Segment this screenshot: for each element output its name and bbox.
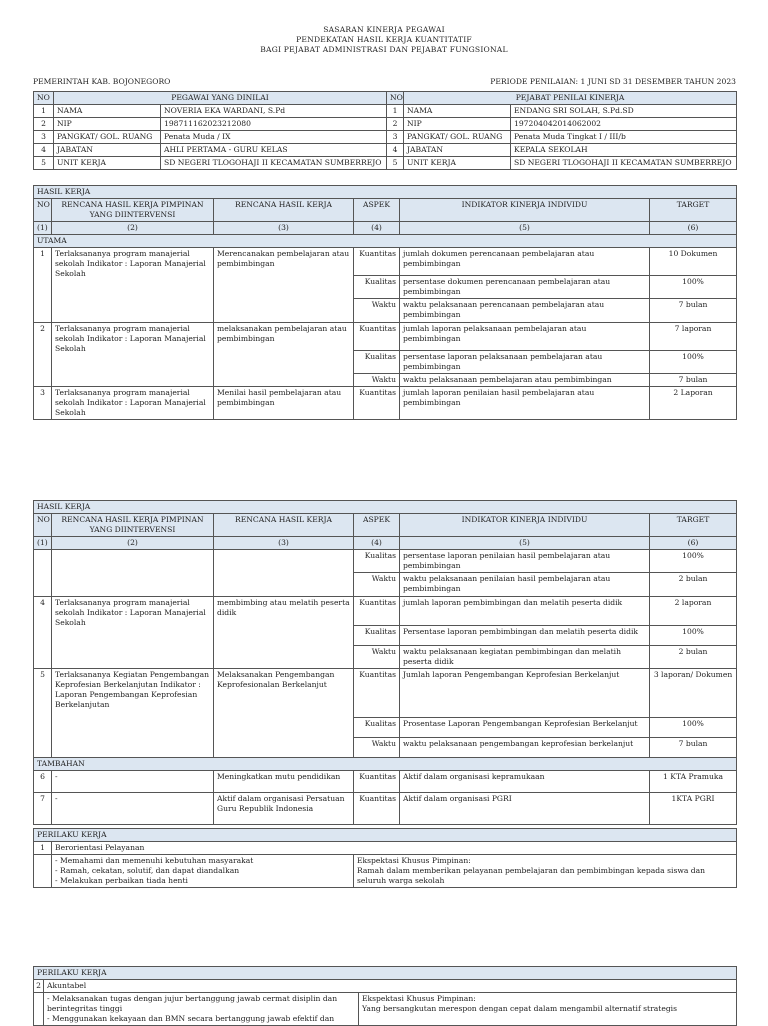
ekspektasi-label-1: Ekspektasi Khusus Pimpinan: (357, 856, 471, 865)
identity-row (34, 118, 737, 131)
column-header: INDIKATOR KINERJA INDIVIDU (400, 514, 650, 537)
agency-label: PEMERINTAH KAB. BOJONEGORO (33, 77, 171, 86)
utama-label: UTAMA (34, 235, 737, 248)
target: 2 bulan (650, 573, 737, 597)
identity-row (34, 131, 737, 144)
column-number: (3) (214, 222, 354, 235)
doc-subtitle: PENDEKATAN HASIL KERJA KUANTITATIF (296, 35, 472, 44)
rhk-pimpinan: Terlaksananya program manajerial sekolah Indikator : Laporan Manajerial Sekolah (52, 387, 214, 420)
target: 100% (650, 550, 737, 573)
aspek: Kuantitas (354, 248, 400, 276)
rhk-pimpinan (52, 550, 214, 597)
rhk: Merencanakan pembelajaran atau pembimbingan (214, 248, 354, 323)
indikator: persentase laporan penilaian hasil pembelajaran atau pembimbingan (400, 550, 650, 573)
indikator: persentase laporan pelaksanaan pembelajaran atau pembimbingan (400, 351, 650, 374)
target: 7 bulan (650, 299, 737, 323)
column-number: (6) (650, 537, 737, 550)
indikator: jumlah dokumen perencanaan pembelajaran atau pembimbingan (400, 248, 650, 276)
indikator: Prosentase Laporan Pengembangan Keprofesian Berkelanjut (400, 718, 650, 738)
perilaku-item: - Melakukan perbaikan tiada henti (55, 876, 188, 885)
column-number: (5) (400, 222, 650, 235)
target: 7 bulan (650, 738, 737, 758)
table-row (34, 793, 737, 825)
target: 100% (650, 276, 737, 299)
perilaku-title-1: PERILAKU KERJA (34, 829, 737, 842)
perilaku-items-2 (44, 993, 359, 1026)
rhk-pimpinan: Terlaksananya Kegiatan Pengembangan Keprofesian Berkelanjutan Indikator : Laporan Pengembangan Keprofesian Berkelanjutan (52, 669, 214, 758)
table-row (34, 323, 737, 351)
rhk: Aktif dalam organisasi Persatuan Guru Republik Indonesia (214, 793, 354, 825)
identity-no-2: 3 (387, 131, 404, 144)
hasil-title: HASIL KERJA (34, 186, 737, 199)
column-header: ASPEK (354, 514, 400, 537)
indikator: Jumlah laporan Pengembangan Keprofesian Berkelanjut (400, 669, 650, 718)
aspek: Waktu (354, 374, 400, 387)
aspek: Kuantitas (354, 771, 400, 793)
identity-label: JABATAN (54, 144, 161, 157)
perilaku-item: - Memahami dan memenuhi kebutuhan masyarakat (55, 856, 254, 865)
perilaku-ekspektasi-1 (354, 855, 737, 888)
identity-no: 4 (34, 144, 54, 157)
identity-label: NIP (54, 118, 161, 131)
column-number: (1) (34, 537, 52, 550)
row-no (34, 550, 52, 597)
aspek: Kuantitas (354, 669, 400, 718)
rhk-pimpinan: Terlaksananya program manajerial sekolah Indikator : Laporan Manajerial Sekolah (52, 323, 214, 387)
indikator: Persentase laporan pembimbingan dan melatih peserta didik (400, 626, 650, 646)
identity-no-2: 5 (387, 157, 404, 170)
row-no: 7 (34, 793, 52, 825)
table-row (34, 669, 737, 718)
column-header: RENCANA HASIL KERJA (214, 199, 354, 222)
indikator: waktu pelaksanaan pembelajaran atau pembimbingan (400, 374, 650, 387)
rhk (214, 550, 354, 597)
column-number: (2) (52, 537, 214, 550)
column-number: (6) (650, 222, 737, 235)
identity-table (33, 91, 737, 170)
perilaku-items-1 (52, 855, 354, 888)
aspek: Waktu (354, 573, 400, 597)
identity-label-2: PANGKAT/ GOL. RUANG (404, 131, 511, 144)
rhk: membimbing atau melatih peserta didik (214, 597, 354, 669)
perilaku-name-1: Berorientasi Pelayanan (52, 842, 737, 855)
rhk: melaksanakan pembelajaran atau pembimbingan (214, 323, 354, 387)
col-no: NO (34, 92, 54, 105)
perilaku-ekspektasi-2 (359, 993, 737, 1026)
perilaku-no-2: 2 (34, 980, 44, 993)
target: 7 bulan (650, 374, 737, 387)
aspek: Waktu (354, 646, 400, 669)
identity-label: UNIT KERJA (54, 157, 161, 170)
identity-label: NAMA (54, 105, 161, 118)
table-row (34, 550, 737, 573)
aspek: Kualitas (354, 718, 400, 738)
indikator: jumlah laporan pembimbingan dan melatih peserta didik (400, 597, 650, 626)
target: 10 Dokumen (650, 248, 737, 276)
identity-value-2: KEPALA SEKOLAH (511, 144, 737, 157)
identity-value-2: SD NEGERI TLOGOHAJI II KECAMATAN SUMBERREJO (511, 157, 737, 170)
identity-label-2: JABATAN (404, 144, 511, 157)
aspek: Kuantitas (354, 793, 400, 825)
aspek: Kuantitas (354, 597, 400, 626)
row-no: 2 (34, 323, 52, 387)
indikator: persentase dokumen perencanaan pembelajaran atau pembimbingan (400, 276, 650, 299)
identity-no: 2 (34, 118, 54, 131)
identity-no-2: 4 (387, 144, 404, 157)
identity-no: 5 (34, 157, 54, 170)
identity-value: NOVERIA EKA WARDANI, S.Pd (161, 105, 387, 118)
doc-subtitle-2: BAGI PEJABAT ADMINISTRASI DAN PEJABAT FUNGSIONAL (260, 45, 508, 54)
target: 2 bulan (650, 646, 737, 669)
column-number: (4) (354, 222, 400, 235)
identity-no-2: 2 (387, 118, 404, 131)
ekspektasi-text-2: Yang bersangkutan merespon dengan cepat dalam mengambil alternatif strategis (362, 1004, 678, 1013)
column-number: (5) (400, 537, 650, 550)
indikator: waktu pelaksanaan perencanaan pembelajaran atau pembimbingan (400, 299, 650, 323)
identity-label-2: UNIT KERJA (404, 157, 511, 170)
indikator: jumlah laporan pelaksanaan pembelajaran atau pembimbingan (400, 323, 650, 351)
aspek: Kuantitas (354, 323, 400, 351)
identity-value-2: 197204042014062002 (511, 118, 737, 131)
column-header: RENCANA HASIL KERJA PIMPINAN YANG DIINTERVENSI (52, 199, 214, 222)
aspek: Kualitas (354, 550, 400, 573)
perilaku-name-2: Akuntabel (44, 980, 737, 993)
indikator: waktu pelaksanaan pengembangan keprofesian berkelanjut (400, 738, 650, 758)
column-header: RENCANA HASIL KERJA PIMPINAN YANG DIINTERVENSI (52, 514, 214, 537)
target: 100% (650, 626, 737, 646)
column-header: TARGET (650, 514, 737, 537)
table-row (34, 771, 737, 793)
aspek: Kualitas (354, 276, 400, 299)
row-no: 4 (34, 597, 52, 669)
target: 1KTA PGRI (650, 793, 737, 825)
target: 100% (650, 351, 737, 374)
identity-value: AHLI PERTAMA - GURU KELAS (161, 144, 387, 157)
rhk-pimpinan: Terlaksananya program manajerial sekolah Indikator : Laporan Manajerial Sekolah (52, 248, 214, 323)
identity-value-2: ENDANG SRI SOLAH, S.Pd.SD (511, 105, 737, 118)
column-number: (2) (52, 222, 214, 235)
row-no: 1 (34, 248, 52, 323)
hasil-title-2: HASIL KERJA (34, 501, 737, 514)
ekspektasi-text-1: Ramah dalam memberikan pelayanan pembelajaran dan pembimbingan kepada siswa dan seluruh warga sekolah (357, 866, 706, 885)
target: 3 laporan/ Dokumen (650, 669, 737, 718)
identity-label-2: NAMA (404, 105, 511, 118)
row-no: 6 (34, 771, 52, 793)
row-no: 5 (34, 669, 52, 758)
hasil-kerja-table-2 (33, 500, 737, 888)
target: 7 laporan (650, 323, 737, 351)
target: 2 laporan (650, 597, 737, 626)
identity-value: Penata Muda / IX (161, 131, 387, 144)
col-no-2: NO (387, 92, 404, 105)
identity-no: 3 (34, 131, 54, 144)
identity-label-2: NIP (404, 118, 511, 131)
perilaku-item: - Melaksanakan tugas dengan jujur bertanggung jawab cermat disiplin dan berintegritas tinggi (47, 994, 338, 1013)
column-number: (3) (214, 537, 354, 550)
target: 2 Laporan (650, 387, 737, 420)
penilai-title: PEJABAT PENILAI KINERJA (404, 92, 737, 105)
perilaku-table-2 (33, 966, 737, 1026)
row-no: 3 (34, 387, 52, 420)
perilaku-item: - Menggunakan kekayaan dan BMN secara bertanggung jawab efektif dan (47, 1014, 335, 1023)
table-row (34, 248, 737, 276)
aspek: Kuantitas (354, 387, 400, 420)
target: 1 KTA Pramuka (650, 771, 737, 793)
column-header: TARGET (650, 199, 737, 222)
column-number: (1) (34, 222, 52, 235)
indikator: jumlah laporan penilaian hasil pembelajaran atau pembimbingan (400, 387, 650, 420)
doc-title: SASARAN KINERJA PEGAWAI (323, 25, 445, 34)
tambahan-label: TAMBAHAN (34, 758, 737, 771)
aspek: Waktu (354, 299, 400, 323)
aspek: Waktu (354, 738, 400, 758)
indikator: waktu pelaksanaan penilaian hasil pembelajaran atau pembimbingan (400, 573, 650, 597)
identity-no: 1 (34, 105, 54, 118)
identity-label: PANGKAT/ GOL. RUANG (54, 131, 161, 144)
identity-row (34, 157, 737, 170)
indikator: Aktif dalam organisasi kepramukaan (400, 771, 650, 793)
rhk-pimpinan: - (52, 771, 214, 793)
rhk: Melaksanakan Pengembangan Keprofesionalan Berkelanjut (214, 669, 354, 758)
identity-value: 198711162023212080 (161, 118, 387, 131)
column-header: NO (34, 199, 52, 222)
period-label: PERIODE PENILAIAN: 1 JUNI SD 31 DESEMBER TAHUN 2023 (490, 77, 736, 86)
perilaku-item: - Ramah, cekatan, solutif, dan dapat diandalkan (55, 866, 240, 875)
table-row (34, 387, 737, 420)
target: 100% (650, 718, 737, 738)
perilaku-no-1: 1 (34, 842, 52, 855)
column-number: (4) (354, 537, 400, 550)
column-header: NO (34, 514, 52, 537)
identity-no-2: 1 (387, 105, 404, 118)
identity-value-2: Penata Muda Tingkat I / III/b (511, 131, 737, 144)
perilaku-title-2: PERILAKU KERJA (34, 967, 737, 980)
aspek: Kualitas (354, 626, 400, 646)
hasil-kerja-table-1 (33, 185, 737, 420)
column-header: RENCANA HASIL KERJA (214, 514, 354, 537)
aspek: Kualitas (354, 351, 400, 374)
dinilai-title: PEGAWAI YANG DINILAI (54, 92, 387, 105)
rhk-pimpinan: Terlaksananya program manajerial sekolah Indikator : Laporan Manajerial Sekolah (52, 597, 214, 669)
rhk: Menilai hasil pembelajaran atau pembimbingan (214, 387, 354, 420)
table-row (34, 597, 737, 626)
ekspektasi-label-2: Ekspektasi Khusus Pimpinan: (362, 994, 476, 1003)
column-header: INDIKATOR KINERJA INDIVIDU (400, 199, 650, 222)
identity-row (34, 105, 737, 118)
column-header: ASPEK (354, 199, 400, 222)
indikator: Aktif dalam organisasi PGRI (400, 793, 650, 825)
rhk: Meningkatkan mutu pendidikan (214, 771, 354, 793)
identity-value: SD NEGERI TLOGOHAJI II KECAMATAN SUMBERREJO (161, 157, 387, 170)
indikator: waktu pelaksanaan kegiatan pembimbingan dan melatih peserta didik (400, 646, 650, 669)
rhk-pimpinan: - (52, 793, 214, 825)
identity-row (34, 144, 737, 157)
